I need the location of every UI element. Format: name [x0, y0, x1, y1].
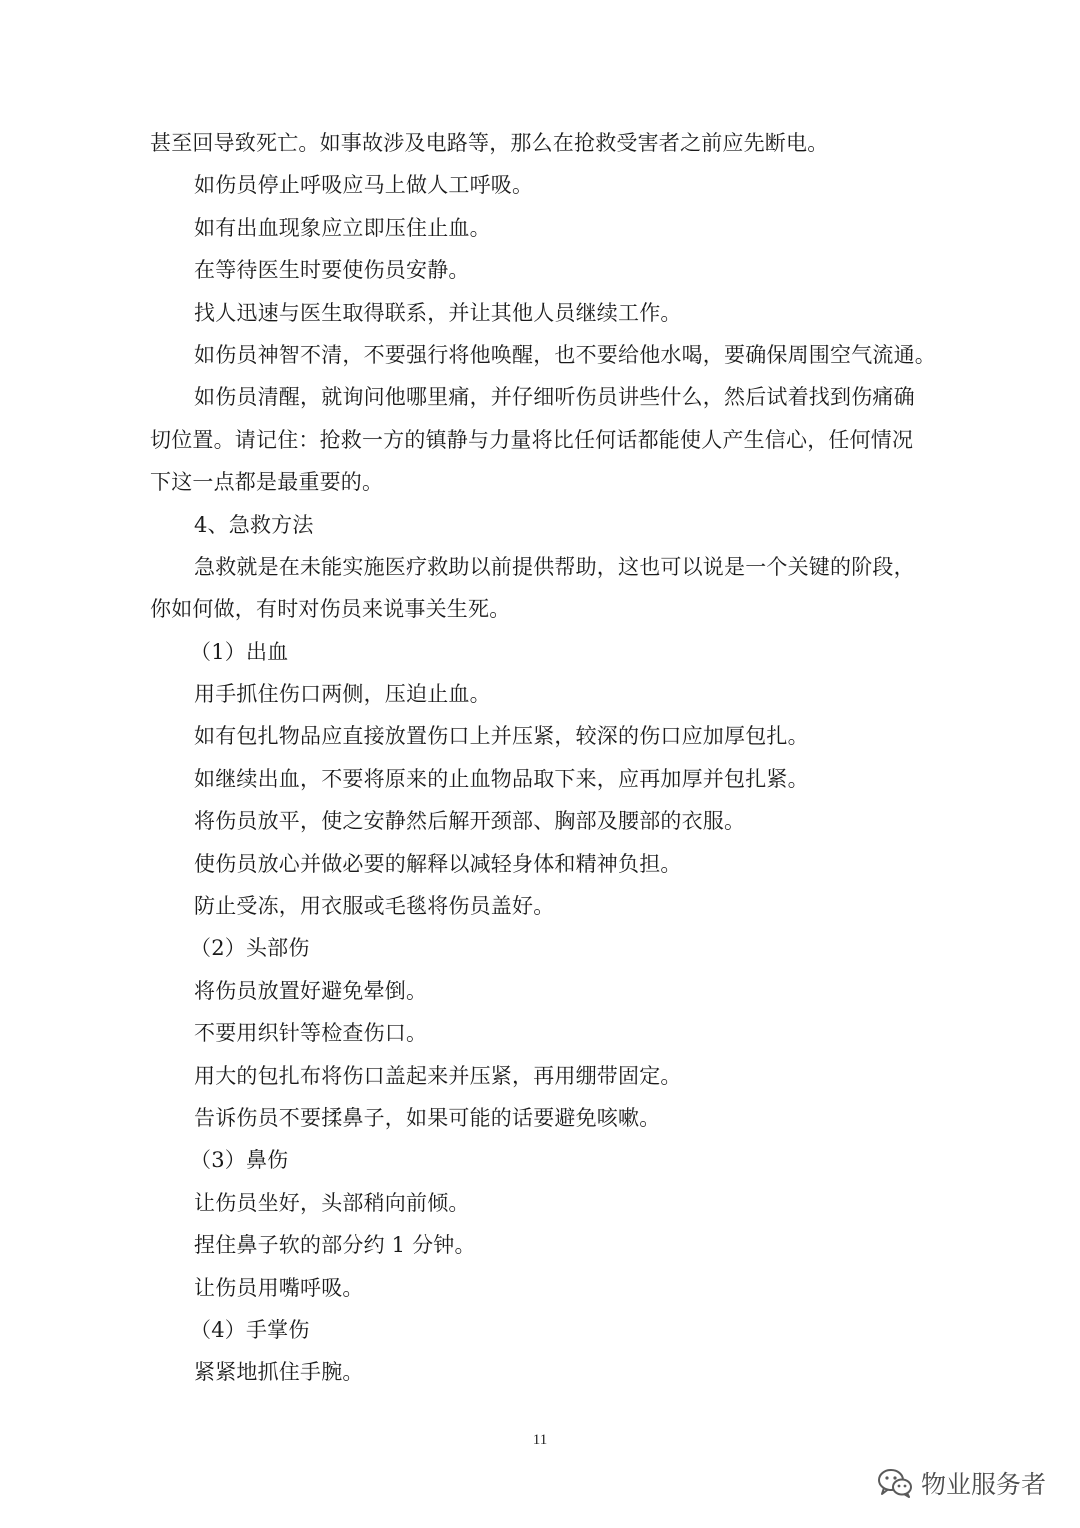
text-line: 捏住鼻子软的部分约 1 分钟。 [194, 1233, 476, 1258]
text-line: 紧紧地抓住手腕。 [194, 1360, 364, 1385]
text-line: 用手抓住伤口两侧，压迫止血。 [194, 682, 491, 707]
body-text [150, 122, 940, 1394]
text-line: 如伤员清醒，就询问他哪里痛，并仔细听伤员讲些什么，然后试着找到伤痛确 [194, 385, 915, 410]
text-line: 让伤员用嘴呼吸。 [194, 1275, 364, 1300]
text-line: 找人迅速与医生取得联系，并让其他人员继续工作。 [194, 300, 682, 325]
text-line: 急救就是在未能实施医疗救助以前提供帮助，这也可以说是一个关键的阶段， [194, 554, 915, 579]
section-heading: （1）出血 [190, 639, 289, 664]
watermark [877, 1465, 1046, 1501]
text-line: 如继续出血，不要将原来的止血物品取下来，应再加厚并包扎紧。 [194, 766, 809, 791]
wechat-icon [877, 1468, 913, 1498]
text-line: 你如何做，有时对伤员来说事关生死。 [150, 597, 511, 622]
section-heading: （3）鼻伤 [190, 1148, 289, 1173]
text-line: 将伤员放平，使之安静然后解开颈部、胸部及腰部的衣服。 [194, 809, 746, 834]
text-line: 下这一点都是最重要的。 [150, 470, 384, 495]
text-line: 甚至回导致死亡。如事故涉及电路等，那么在抢救受害者之前应先断电。 [150, 131, 829, 155]
text-line: 让伤员坐好，头部稍向前倾。 [194, 1190, 470, 1215]
text-line: 如伤员停止呼吸应马上做人工呼吸。 [194, 173, 534, 198]
text-line: 切位置。请记住：抢救一方的镇静与力量将比任何话都能使人产生信心，任何情况 [150, 427, 914, 452]
text-line: 使伤员放心并做必要的解释以减轻身体和精神负担。 [194, 851, 682, 876]
text-line: 如伤员神智不清，不要强行将他唤醒，也不要给他水喝，要确保周围空气流通。 [194, 342, 936, 367]
text-line: 告诉伤员不要揉鼻子，如果可能的话要避免咳嗽。 [194, 1105, 661, 1130]
text-line: 如有包扎物品应直接放置伤口上并压紧，较深的伤口应加厚包扎。 [194, 724, 809, 749]
text-line: 4、急救方法 [194, 512, 314, 537]
text-line: 用大的包扎布将伤口盖起来并压紧，再用绷带固定。 [194, 1063, 682, 1088]
watermark-text: 物业服务者 [920, 1470, 1046, 1499]
text-line: 如有出血现象应立即压住止血。 [194, 215, 491, 240]
text-line: 防止受冻，用衣服或毛毯将伤员盖好。 [194, 894, 555, 919]
section-heading: （2）头部伤 [190, 936, 310, 961]
page-number: 11 [532, 1432, 548, 1448]
text-line: 在等待医生时要使伤员安静。 [194, 258, 470, 283]
text-line: 不要用织针等检查伤口。 [194, 1021, 428, 1046]
section-heading: （4）手掌伤 [190, 1317, 310, 1342]
text-line: 将伤员放置好避免晕倒。 [194, 978, 428, 1003]
